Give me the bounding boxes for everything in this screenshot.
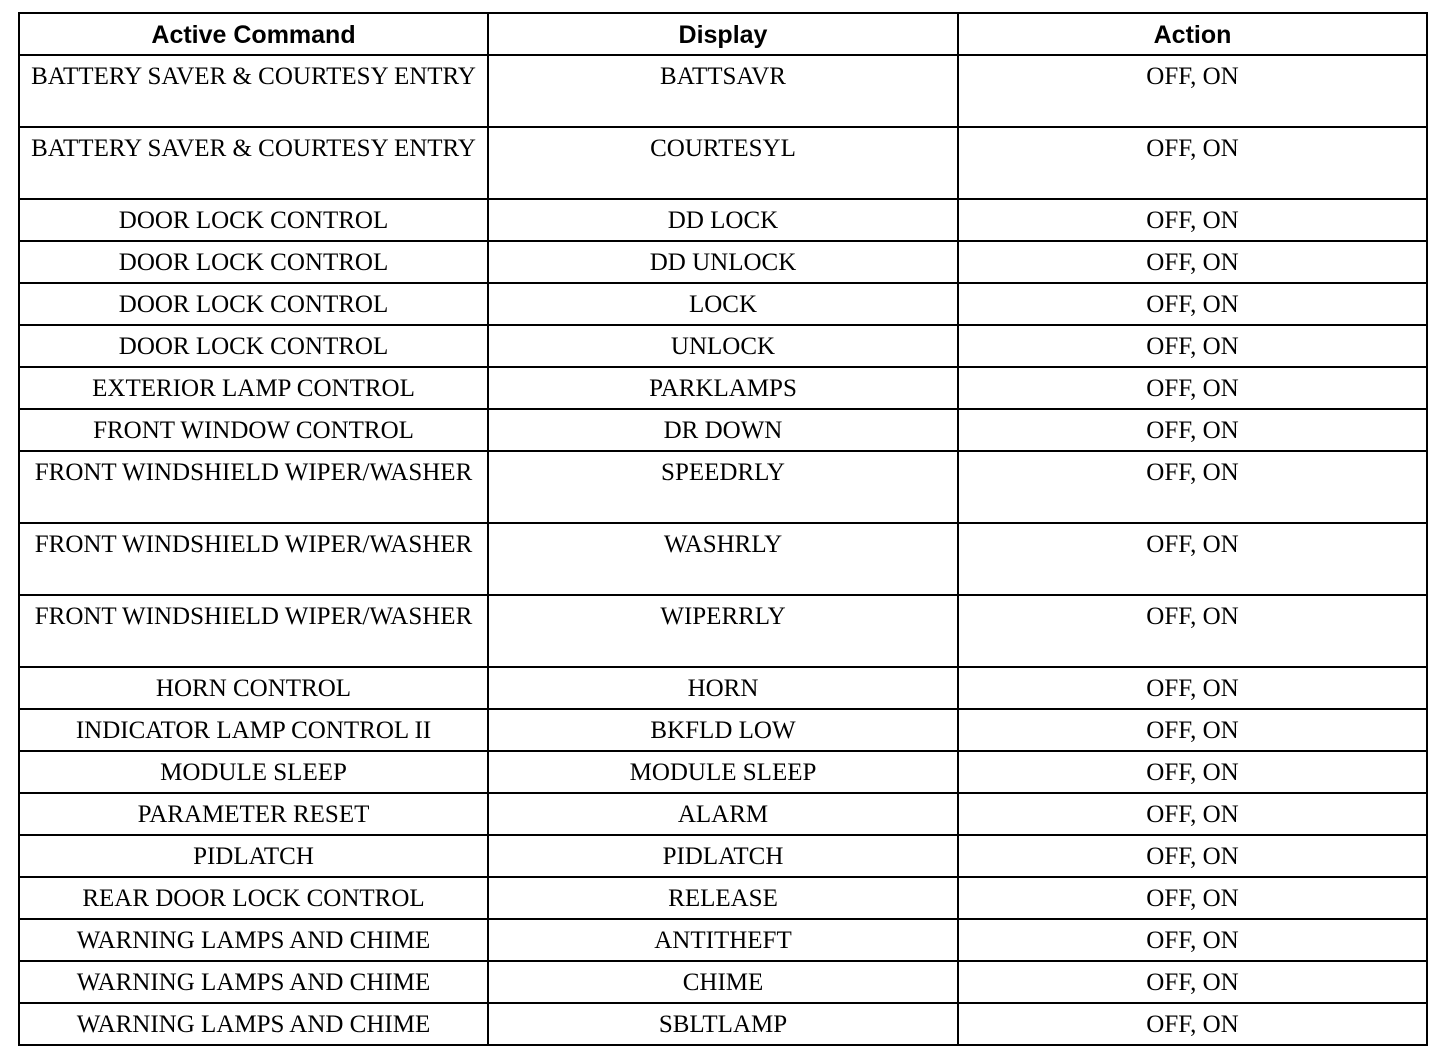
cell-action: OFF, ON xyxy=(958,199,1427,241)
header-display: Display xyxy=(488,13,958,55)
table-row xyxy=(19,751,1427,793)
cell-active-command: WARNING LAMPS AND CHIME xyxy=(19,1003,488,1045)
header-active-command: Active Command xyxy=(19,13,488,55)
table-row xyxy=(19,409,1427,451)
cell-display: PIDLATCH xyxy=(488,835,958,877)
cell-action: OFF, ON xyxy=(958,709,1427,751)
table-row xyxy=(19,667,1427,709)
cell-action: OFF, ON xyxy=(958,325,1427,367)
cell-active-command: INDICATOR LAMP CONTROL II xyxy=(19,709,488,751)
cell-display: BATTSAVR xyxy=(488,55,958,127)
table-row xyxy=(19,709,1427,751)
table-body xyxy=(19,55,1427,1045)
cell-active-command: DOOR LOCK CONTROL xyxy=(19,325,488,367)
table-row xyxy=(19,793,1427,835)
table-row xyxy=(19,325,1427,367)
table-row xyxy=(19,367,1427,409)
cell-action: OFF, ON xyxy=(958,241,1427,283)
active-command-table xyxy=(18,12,1428,1046)
table-row xyxy=(19,241,1427,283)
table-row xyxy=(19,127,1427,199)
cell-active-command: FRONT WINDOW CONTROL xyxy=(19,409,488,451)
cell-action: OFF, ON xyxy=(958,595,1427,667)
cell-active-command: DOOR LOCK CONTROL xyxy=(19,283,488,325)
cell-display: HORN xyxy=(488,667,958,709)
cell-action: OFF, ON xyxy=(958,877,1427,919)
cell-display: DD UNLOCK xyxy=(488,241,958,283)
cell-display: LOCK xyxy=(488,283,958,325)
cell-display: COURTESYL xyxy=(488,127,958,199)
table-row xyxy=(19,1003,1427,1045)
table-row xyxy=(19,199,1427,241)
cell-action: OFF, ON xyxy=(958,919,1427,961)
cell-active-command: PIDLATCH xyxy=(19,835,488,877)
header-row xyxy=(19,13,1427,55)
cell-active-command: FRONT WINDSHIELD WIPER/WASHER xyxy=(19,523,488,595)
cell-action: OFF, ON xyxy=(958,835,1427,877)
cell-active-command: HORN CONTROL xyxy=(19,667,488,709)
cell-active-command: BATTERY SAVER & COURTESY ENTRY xyxy=(19,55,488,127)
cell-display: SPEEDRLY xyxy=(488,451,958,523)
table-row xyxy=(19,451,1427,523)
table-row xyxy=(19,523,1427,595)
cell-action: OFF, ON xyxy=(958,127,1427,199)
cell-display: BKFLD LOW xyxy=(488,709,958,751)
cell-active-command: MODULE SLEEP xyxy=(19,751,488,793)
cell-display: MODULE SLEEP xyxy=(488,751,958,793)
table-row xyxy=(19,961,1427,1003)
cell-action: OFF, ON xyxy=(958,667,1427,709)
table-row xyxy=(19,283,1427,325)
cell-active-command: EXTERIOR LAMP CONTROL xyxy=(19,367,488,409)
cell-active-command: DOOR LOCK CONTROL xyxy=(19,199,488,241)
cell-display: DR DOWN xyxy=(488,409,958,451)
cell-display: PARKLAMPS xyxy=(488,367,958,409)
cell-active-command: DOOR LOCK CONTROL xyxy=(19,241,488,283)
cell-action: OFF, ON xyxy=(958,793,1427,835)
cell-active-command: WARNING LAMPS AND CHIME xyxy=(19,961,488,1003)
cell-active-command: FRONT WINDSHIELD WIPER/WASHER xyxy=(19,451,488,523)
cell-action: OFF, ON xyxy=(958,367,1427,409)
table-header xyxy=(19,13,1427,55)
table-row xyxy=(19,919,1427,961)
cell-display: RELEASE xyxy=(488,877,958,919)
cell-display: CHIME xyxy=(488,961,958,1003)
table-row xyxy=(19,835,1427,877)
cell-active-command: BATTERY SAVER & COURTESY ENTRY xyxy=(19,127,488,199)
header-action: Action xyxy=(958,13,1427,55)
cell-action: OFF, ON xyxy=(958,961,1427,1003)
table-row xyxy=(19,595,1427,667)
table-row xyxy=(19,55,1427,127)
cell-display: DD LOCK xyxy=(488,199,958,241)
cell-action: OFF, ON xyxy=(958,751,1427,793)
cell-display: UNLOCK xyxy=(488,325,958,367)
cell-action: OFF, ON xyxy=(958,451,1427,523)
table-row xyxy=(19,877,1427,919)
cell-action: OFF, ON xyxy=(958,1003,1427,1045)
cell-action: OFF, ON xyxy=(958,409,1427,451)
active-command-table-container xyxy=(18,12,1426,1046)
cell-action: OFF, ON xyxy=(958,55,1427,127)
cell-display: WIPERRLY xyxy=(488,595,958,667)
cell-active-command: WARNING LAMPS AND CHIME xyxy=(19,919,488,961)
cell-display: ALARM xyxy=(488,793,958,835)
cell-display: ANTITHEFT xyxy=(488,919,958,961)
cell-action: OFF, ON xyxy=(958,283,1427,325)
cell-action: OFF, ON xyxy=(958,523,1427,595)
cell-active-command: PARAMETER RESET xyxy=(19,793,488,835)
cell-display: SBLTLAMP xyxy=(488,1003,958,1045)
cell-display: WASHRLY xyxy=(488,523,958,595)
cell-active-command: REAR DOOR LOCK CONTROL xyxy=(19,877,488,919)
cell-active-command: FRONT WINDSHIELD WIPER/WASHER xyxy=(19,595,488,667)
